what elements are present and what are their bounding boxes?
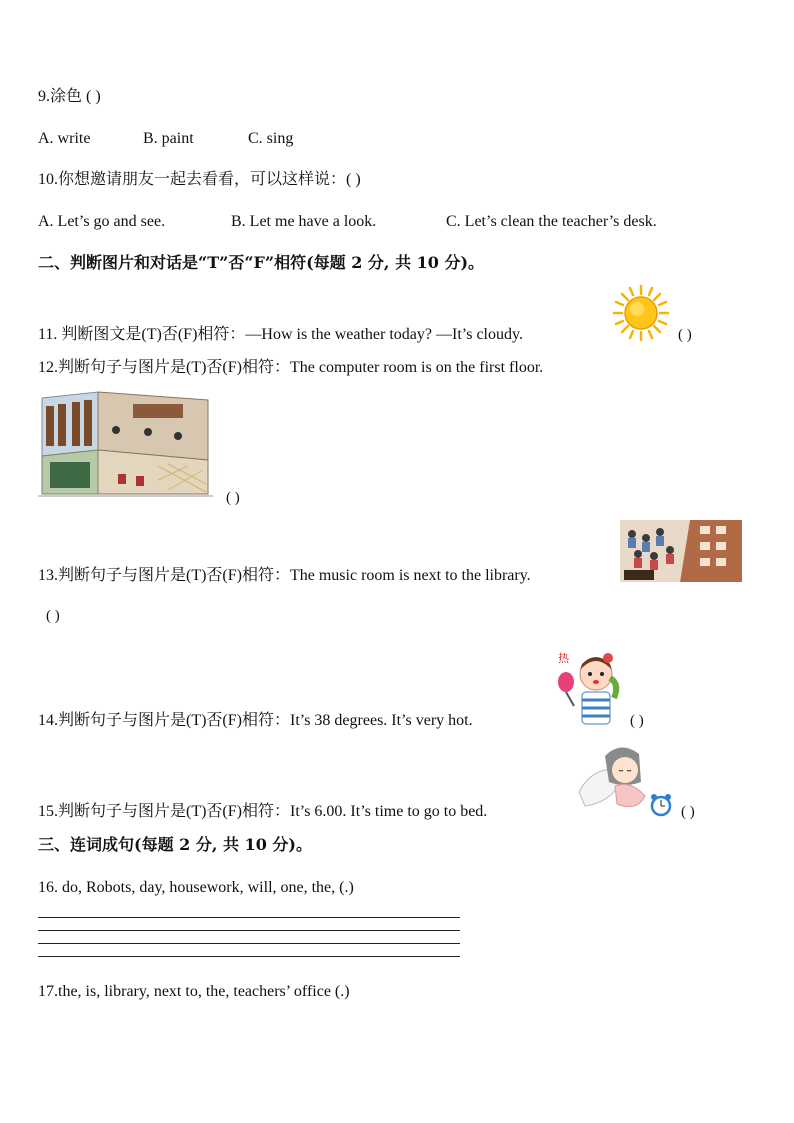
- q9-option-c: C. sing: [248, 130, 294, 147]
- answer-line[interactable]: [38, 930, 460, 931]
- q9-option-b: B. paint: [143, 130, 194, 147]
- q14-answer-blank[interactable]: ( ): [630, 713, 644, 729]
- q12-answer-blank[interactable]: ( ): [226, 490, 240, 506]
- q10-option-a: A. Let’s go and see.: [38, 213, 166, 230]
- answer-line[interactable]: [38, 943, 460, 944]
- question-13: 13.判断句子与图片是(T)否(F)相符：The music room is next to the library.: [38, 567, 531, 584]
- question-11: 11. 判断图文是(T)否(F)相符：—How is the weather today? —It’s cloudy.: [38, 326, 523, 343]
- q10-option-b: B. Let me have a look.: [231, 213, 377, 230]
- question-10: 10.你想邀请朋友一起去看看，可以这样说：( ): [38, 171, 361, 188]
- section-2-title: 二、判断图片和对话是“T”否“F”相符(每题 2 分, 共 10 分)。: [38, 253, 485, 272]
- hot-label: 热: [558, 652, 569, 665]
- sun-icon: [612, 284, 670, 342]
- question-17: 17.the, is, library, next to, the, teachers’ office (.): [38, 983, 350, 1000]
- answer-line[interactable]: [38, 917, 460, 918]
- music-room-picture: [620, 520, 742, 582]
- q9-option-a: A. write: [38, 130, 91, 147]
- school-building-picture: [38, 390, 213, 498]
- question-9: 9.涂色 ( ): [38, 88, 101, 105]
- q13-answer-blank[interactable]: ( ): [46, 608, 60, 624]
- question-16: 16. do, Robots, day, housework, will, one, the, (.): [38, 879, 354, 896]
- hot-girl-picture: [552, 648, 628, 728]
- question-15: 15.判断句子与图片是(T)否(F)相符：It’s 6.00. It’s time to go to bed.: [38, 803, 488, 820]
- question-14: 14.判断句子与图片是(T)否(F)相符：It’s 38 degrees. It’s very hot.: [38, 712, 473, 729]
- answer-line[interactable]: [38, 956, 460, 957]
- q10-option-c: C. Let’s clean the teacher’s desk.: [446, 213, 657, 230]
- sleepy-girl-picture: [575, 742, 675, 820]
- section-3-title: 三、连词成句(每题 2 分, 共 10 分)。: [38, 835, 312, 854]
- question-12: 12.判断句子与图片是(T)否(F)相符：The computer room is on the first floor.: [38, 359, 544, 376]
- q11-answer-blank[interactable]: ( ): [678, 327, 692, 343]
- q15-answer-blank[interactable]: ( ): [681, 804, 695, 820]
